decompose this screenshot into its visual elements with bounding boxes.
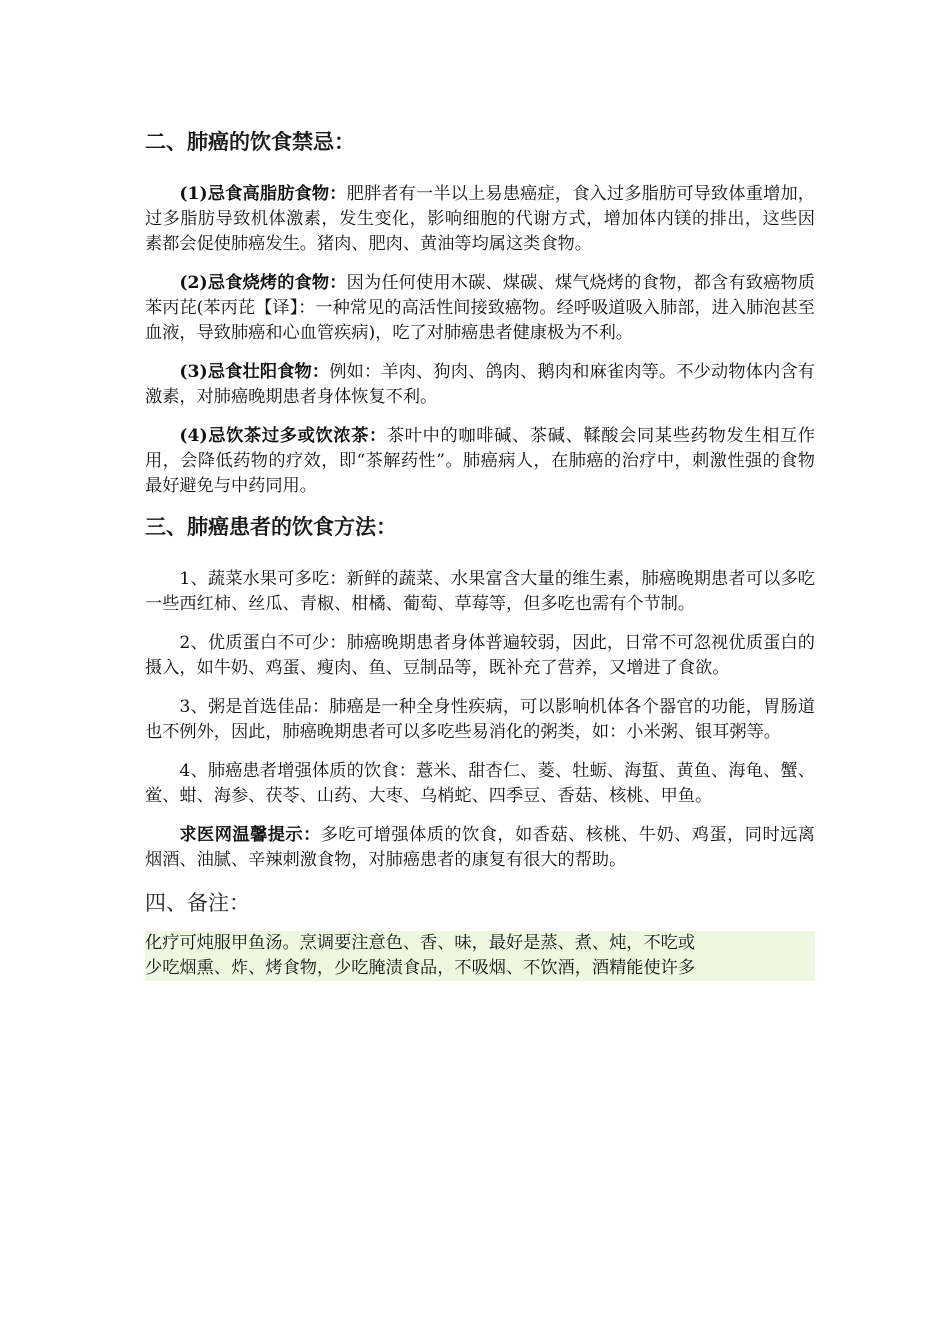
section-2-item-1	[145, 182, 815, 257]
note-line-1: 化疗可炖服甲鱼汤。烹调要注意色、香、味，最好是蒸、煮、炖，不吃或	[145, 931, 815, 956]
item-text: 例如：羊肉、狗肉、鸽肉、鹅肉和麻雀肉等。不少动物体内含有激素，对肺癌晚期患者身体恢复不利。	[145, 362, 815, 407]
item-label: (4)忌饮茶过多或饮浓茶：	[179, 426, 387, 446]
section-3-item-4: 4、肺癌患者增强体质的饮食：薏米、甜杏仁、菱、牡蛎、海蜇、黄鱼、海龟、蟹、鲎、蚶、海参、茯苓、山药、大枣、乌梢蛇、四季豆、香菇、核桃、甲鱼。	[145, 761, 815, 806]
section-2-item-3	[145, 360, 815, 410]
section-3-item-3: 3、粥是首选佳品：肺癌是一种全身性疾病，可以影响机体各个器官的功能，胃肠道也不例外，因此，肺癌晚期患者可以多吃些易消化的粥类，如：小米粥、银耳粥等。	[145, 697, 815, 742]
document-content	[145, 128, 815, 981]
item-text: 茶叶中的咖啡碱、茶碱、鞣酸会同某些药物发生相互作用，会降低药物的疗效，即“茶解药性”。肺癌病人，在肺癌的治疗中，刺激性强的食物最好避免与中药同用。	[145, 426, 815, 496]
section-2-item-2	[145, 271, 815, 346]
section-3-tip	[145, 823, 815, 873]
section-3-item-1: 1、蔬菜水果可多吃：新鲜的蔬菜、水果富含大量的维生素，肺癌晚期患者可以多吃一些西红柿、丝瓜、青椒、柑橘、葡萄、草莓等，但多吃也需有个节制。	[145, 569, 815, 614]
item-label: (2)忌食烧烤的食物：	[179, 273, 347, 293]
item-label: (1)忌食高脂肪食物：	[179, 184, 347, 204]
section-2-item-4	[145, 424, 815, 499]
section-4-heading: 四、备注：	[145, 891, 250, 915]
tip-label: 求医网温馨提示：	[179, 825, 321, 845]
item-label: (3)忌食壮阳食物：	[179, 362, 330, 382]
tip-text: 多吃可增强体质的饮食，如香菇、核桃、牛奶、鸡蛋，同时远离烟酒、油腻、辛辣刺激食物，对肺癌患者的康复有很大的帮助。	[145, 825, 815, 870]
section-2-heading: 二、肺癌的饮食禁忌：	[145, 130, 355, 154]
note-line-2: 少吃烟熏、炸、烤食物，少吃腌渍食品，不吸烟、不饮酒，酒精能使许多	[145, 956, 815, 981]
item-text: 因为任何使用木碳、煤碳、煤气烧烤的食物，都含有致癌物质苯丙芘(苯丙芘【译】：一种常见的高活性间接致癌物。经呼吸道吸入肺部，进入肺泡甚至血液，导致肺癌和心血管疾病)，吃了对肺癌患者健康极为不利。	[145, 273, 815, 343]
section-3-heading: 三、肺癌患者的饮食方法：	[145, 515, 397, 539]
item-text: 肥胖者有一半以上易患癌症，食入过多脂肪可导致体重增加，过多脂肪导致机体激素，发生变化，影响细胞的代谢方式，增加体内镁的排出，这些因素都会促使肺癌发生。猪肉、肥肉、黄油等均属这类食物。	[145, 184, 815, 254]
section-4-note	[145, 931, 815, 981]
section-3-item-2: 2、优质蛋白不可少：肺癌晚期患者身体普遍较弱，因此，日常不可忽视优质蛋白的摄入，如牛奶、鸡蛋、瘦肉、鱼、豆制品等，既补充了营养，又增进了食欲。	[145, 633, 815, 678]
